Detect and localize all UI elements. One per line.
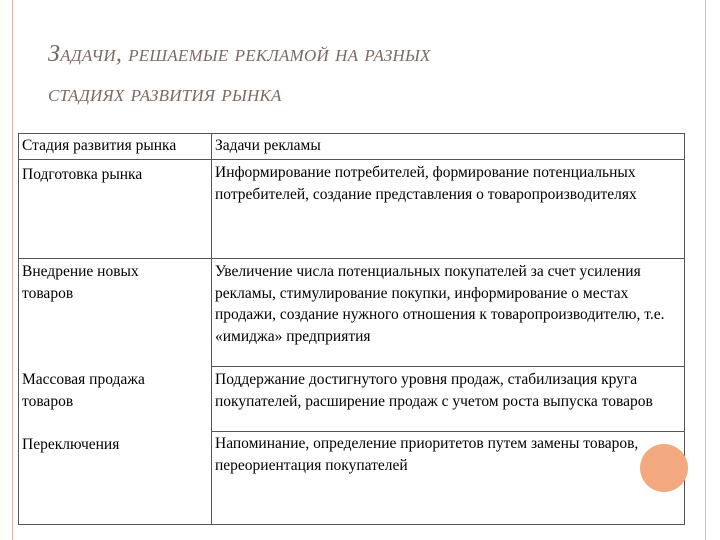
table-row-tasks: Поддержание достигнутого уровня продаж, стабилизация круга покупателей, расширение продаж с учетом роста выпуска товаров: [215, 371, 653, 410]
header-stage: Стадия развития рынка: [22, 137, 177, 154]
header-tasks: Задачи рекламы: [215, 137, 321, 154]
table-row-tasks: Информирование потребителей, формирование потенциальных потребителей, создание представления о товаропроизводителях: [215, 164, 637, 203]
table-row-tasks: Напоминание, определение приоритетов путем замены товаров, переориентация покупателей: [215, 435, 639, 474]
row-divider: [19, 258, 684, 259]
table-row-stage: Переключения: [22, 436, 120, 453]
slide-frame-right: [705, 0, 706, 540]
title-line-1: Задачи, решаемые рекламой на разных: [48, 41, 431, 67]
title-line-2: стадиях развития рынка: [48, 81, 282, 107]
table-row-stage: Внедрение новых товаров: [22, 263, 139, 302]
column-divider: [211, 134, 212, 524]
table-row-tasks: Увеличение числа потенциальных покупателей за счет усиления рекламы, стимулирование покупки, информирование о местах продажи, создание нужного отношения к товаропроизводителю, т.е. «имиджа» предприятия: [215, 263, 665, 345]
row-divider-partial: [211, 366, 684, 367]
row-divider-partial: [211, 431, 684, 432]
slide-title: [48, 34, 688, 114]
table-row-stage: Подготовка рынка: [22, 166, 143, 183]
tasks-table: [18, 133, 685, 525]
slide-frame-left: [12, 0, 13, 540]
decorative-circle: [640, 444, 688, 492]
header-divider: [19, 159, 684, 160]
table-row-stage: Массовая продажа товаров: [22, 371, 145, 410]
